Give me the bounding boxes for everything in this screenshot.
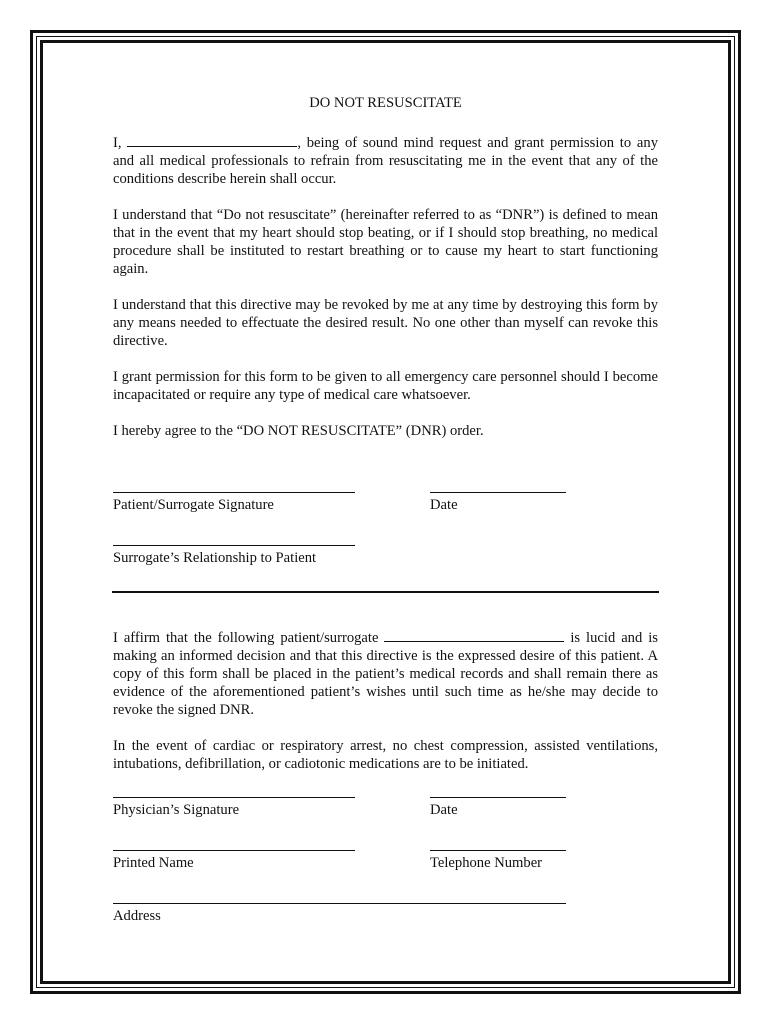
section-divider <box>112 591 659 593</box>
agreement-paragraph: I hereby agree to the “DO NOT RESUSCITATE” (DNR) order. <box>113 423 484 439</box>
permission-paragraph: I grant permission for this form to be given to all emergency care personnel should I become incapacitated or require any type of medical care whatsoever. <box>113 369 658 403</box>
address-row <box>113 903 658 956</box>
patient-surrogate-field[interactable] <box>384 627 564 642</box>
intro-suffix: , being of sound mind request and grant permission to any and all medical professionals to refrain from resuscitating me in the event that any of the conditions describe herein shall occur. <box>113 135 658 187</box>
telephone-label: Telephone Number <box>430 855 543 871</box>
relationship-row <box>113 545 658 581</box>
address-label: Address <box>113 908 161 924</box>
physician-date-label: Date <box>430 802 458 818</box>
relationship-line[interactable] <box>113 545 355 546</box>
revocation-paragraph: I understand that this directive may be revoked by me at any time by destroying this form by any means needed to effectuate the desired result. No one other than myself can revoke this directive. <box>113 297 658 349</box>
patient-date-label: Date <box>430 497 458 513</box>
printed-name-label: Printed Name <box>113 855 194 871</box>
affirm-prefix: I affirm that the following patient/surrogate <box>113 630 379 646</box>
physician-signature-line[interactable] <box>113 797 355 798</box>
physician-signature-row <box>113 797 658 850</box>
form-content <box>113 94 658 956</box>
patient-signature-label: Patient/Surrogate Signature <box>113 497 274 513</box>
dnr-definition-paragraph: I understand that “Do not resuscitate” (hereinafter referred to as “DNR”) is defined to mean that in the event that my heart should stop beating, or if I should stop breathing, no medical procedure shall be instituted to restart breathing or to cause my heart to start functioning again. <box>113 207 658 277</box>
physician-signature-label: Physician’s Signature <box>113 802 240 818</box>
printed-name-row <box>113 850 658 903</box>
physician-date-line[interactable] <box>430 797 566 798</box>
intro-prefix: I, <box>113 135 122 151</box>
form-title: DO NOT RESUSCITATE <box>309 95 462 111</box>
affirmation-paragraph <box>113 627 658 719</box>
patient-signature-line[interactable] <box>113 492 355 493</box>
intro-paragraph <box>113 132 658 188</box>
patient-date-line[interactable] <box>430 492 566 493</box>
printed-name-line[interactable] <box>113 850 355 851</box>
patient-name-field[interactable] <box>127 132 297 147</box>
telephone-line[interactable] <box>430 850 566 851</box>
address-line[interactable] <box>113 903 566 904</box>
arrest-paragraph: In the event of cardiac or respiratory arrest, no chest compression, assisted ventilations, intubations, defibrillation, or cadiotonic medications are to be initiated. <box>113 738 658 772</box>
relationship-label: Surrogate’s Relationship to Patient <box>113 550 317 566</box>
affirm-suffix: is lucid and is making an informed decision and that this directive is the expressed desire of this patient. A copy of this form shall be placed in the patient’s medical records and shall remain there as evidence of the aforementioned patient’s wishes until such time as he/she may decide to revoke the signed DNR. <box>113 630 658 718</box>
patient-signature-row <box>113 492 658 545</box>
